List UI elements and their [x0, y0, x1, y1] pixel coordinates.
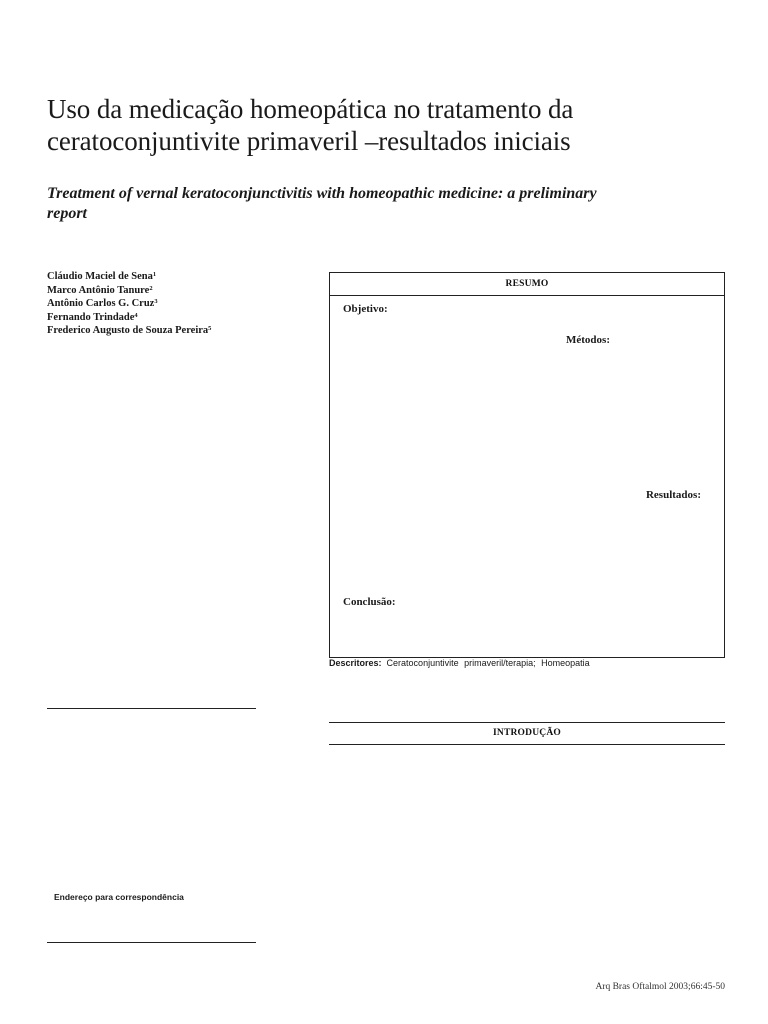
author-item	[47, 311, 307, 325]
author-affiliation-mark: 3	[154, 298, 158, 305]
author-affiliation-mark: 2	[149, 284, 153, 292]
abstract-results-label: Resultados:	[645, 489, 701, 501]
author-name: Cláudio Maciel de Sena	[47, 271, 153, 282]
abstract-conclusion-label: Conclusão:	[343, 596, 396, 608]
author-item	[47, 284, 307, 298]
left-column-bottom-divider	[47, 942, 256, 943]
author-affiliation-mark: 5	[208, 325, 212, 332]
author-name: Frederico Augusto de Souza Pereira	[47, 325, 209, 336]
article-subtitle-line: Treatment of vernal keratoconjunctivitis with homeopathic medicine: a preliminary	[47, 185, 597, 202]
article-subtitle	[47, 184, 727, 224]
left-column-divider	[47, 708, 256, 709]
keywords	[329, 658, 590, 668]
author-affiliation-mark: 1	[152, 271, 157, 278]
correspondence-address-label: Endereço para correspondência	[54, 892, 184, 902]
abstract-heading: RESUMO	[330, 273, 724, 296]
article-title	[47, 93, 727, 157]
author-item	[47, 297, 307, 311]
article-title-line: ceratoconjuntivite primaveril –resultados iniciais	[47, 126, 571, 156]
author-affiliation-mark: 4	[134, 311, 138, 319]
article-subtitle-line: report	[47, 205, 87, 222]
abstract-objective-label: Objetivo:	[343, 303, 388, 315]
author-list	[47, 270, 307, 338]
author-name: Antônio Carlos G. Cruz	[47, 298, 155, 309]
journal-citation: Arq Bras Oftalmol 2003;66:45-50	[595, 982, 725, 992]
keywords-label: Descritores:	[329, 658, 382, 668]
author-item	[47, 324, 307, 338]
keywords-value: Ceratoconjuntivite primaveril/terapia; Homeopatia	[386, 658, 590, 668]
author-item	[47, 270, 307, 284]
author-name: Marco Antônio Tanure	[47, 284, 150, 296]
author-name: Fernando Trindade	[47, 311, 135, 323]
article-title-line: Uso da medicação homeopática no tratamento da	[47, 94, 574, 124]
introduction-heading: INTRODUÇÃO	[329, 722, 725, 745]
abstract-methods-label: Métodos:	[566, 334, 610, 346]
abstract-box	[329, 272, 725, 658]
